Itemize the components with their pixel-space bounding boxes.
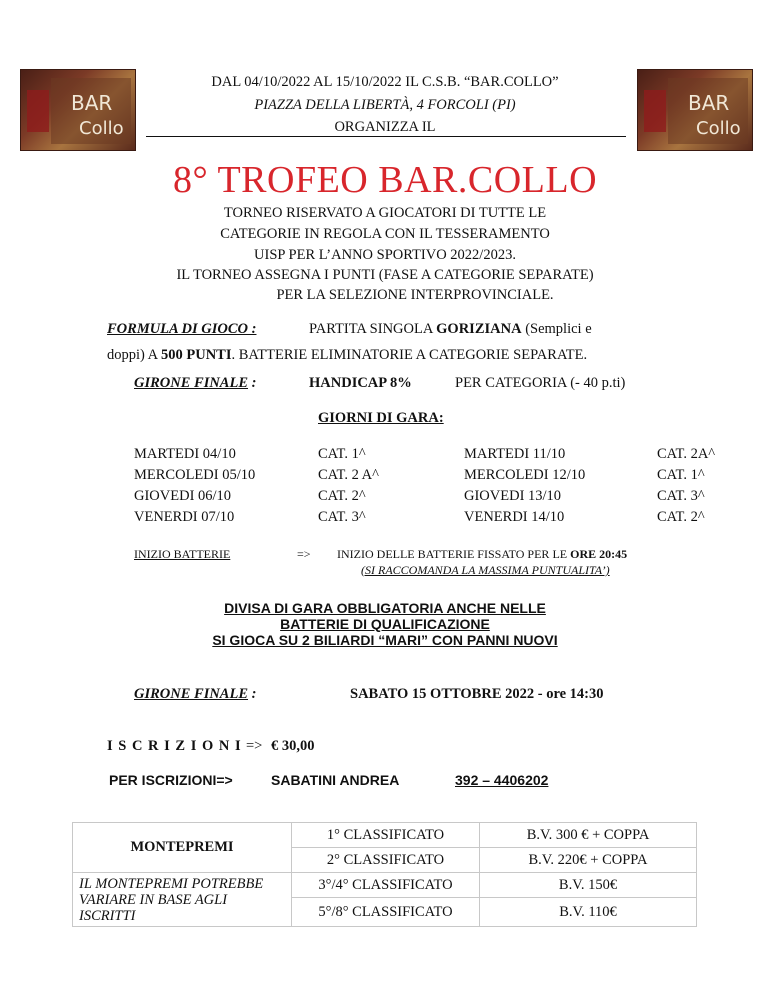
inizio-text	[337, 547, 627, 562]
girone1-label	[134, 375, 256, 392]
inizio-text-main: INIZIO DELLE BATTERIE FISSATO PER LE	[337, 547, 571, 561]
contact-label: PER ISCRIZIONI=>	[109, 772, 233, 788]
divisa-line-1: DIVISA DI GARA OBBLIGATORIA ANCHE NELLE	[224, 600, 546, 616]
prize-place: 5°/8° CLASSIFICATO	[292, 898, 480, 927]
schedule-cat: CAT. 2^	[657, 509, 705, 525]
schedule-cat: CAT. 1^	[657, 467, 705, 483]
giorni-title: GIORNI DI GARA:	[318, 410, 444, 426]
prize-place: 2° CLASSIFICATO	[292, 848, 480, 873]
formula-text	[309, 321, 592, 338]
girone1-per-cat: PER CATEGORIA (- 40 p.ti)	[455, 375, 626, 391]
schedule-cat: CAT. 2 A^	[318, 467, 379, 483]
girone1-handicap: HANDICAP 8%	[309, 375, 412, 391]
girone2-colon: :	[248, 686, 257, 702]
intro-line-3: UISP PER L’ANNO SPORTIVO 2022/2023.	[254, 247, 516, 263]
girone1-colon: :	[248, 375, 257, 391]
formula-label: FORMULA DI GIOCO :	[107, 321, 257, 337]
prize-place: 3°/4° CLASSIFICATO	[292, 873, 480, 898]
schedule-day: MARTEDI 11/10	[464, 446, 566, 462]
table-row	[73, 823, 697, 848]
schedule-cat: CAT. 3^	[318, 509, 366, 525]
logo-text-2: Collo	[79, 118, 124, 139]
formula-line2-a: doppi) A	[107, 347, 161, 363]
intro-line-1: TORNEO RISERVATO A GIOCATORI DI TUTTE LE	[223, 205, 547, 221]
schedule-day: VENERDI 14/10	[464, 509, 565, 525]
schedule-day: GIOVEDI 06/10	[134, 488, 232, 504]
contact-phone[interactable]: 392 – 4406202	[455, 772, 549, 788]
divisa-line-3: SI GIOCA SU 2 BILIARDI “MARI” CON PANNI NUOVI	[212, 632, 558, 648]
logo-right	[637, 69, 753, 151]
prize-value: B.V. 300 € + COPPA	[480, 823, 697, 848]
schedule-day: VENERDI 07/10	[134, 509, 235, 525]
formula-text-a: PARTITA SINGOLA	[309, 321, 437, 337]
logo-left	[20, 69, 136, 151]
formula-line-2	[107, 347, 587, 364]
prize-header: MONTEPREMI	[73, 823, 292, 873]
iscrizioni-price: € 30,00	[271, 738, 315, 754]
inizio-note: (SI RACCOMANDA LA MASSIMA PUNTUALITA’)	[361, 563, 610, 577]
girone2-date: SABATO 15 OTTOBRE 2022 - ore 14:30	[350, 686, 604, 702]
schedule-day: GIOVEDI 13/10	[464, 488, 562, 504]
formula-line2-c: . BATTERIE ELIMINATORIE A CATEGORIE SEPARATE.	[231, 347, 588, 363]
prize-value: B.V. 220€ + COPPA	[480, 848, 697, 873]
prize-note-line: ISCRITTI	[79, 908, 136, 924]
prize-value: B.V. 150€	[480, 873, 697, 898]
header-line-2: PIAZZA DELLA LIBERTÀ, 4 FORCOLI (PI)	[254, 97, 516, 113]
page-title: 8° TROFEO BAR.COLLO	[172, 159, 598, 201]
formula-text-c: (Semplici e	[521, 321, 592, 337]
inizio-time: ORE 20:45	[570, 547, 628, 561]
schedule-cat: CAT. 2A^	[657, 446, 716, 462]
prize-note-line: IL MONTEPREMI POTREBBE	[79, 876, 264, 892]
girone1-label-text: GIRONE FINALE	[134, 375, 249, 391]
header-line-1: DAL 04/10/2022 AL 15/10/2022 IL C.S.B. “BAR.COLLO”	[211, 74, 559, 90]
iscrizioni-label: I S C R I Z I O N I	[107, 738, 242, 754]
header-line-3: ORGANIZZA IL	[334, 119, 436, 135]
divisa-line-2: BATTERIE DI QUALIFICAZIONE	[280, 616, 490, 632]
intro-line-5: PER LA SELEZIONE INTERPROVINCIALE.	[276, 287, 554, 303]
formula-text-b: GORIZIANA	[436, 321, 522, 337]
prize-note-line: VARIARE IN BASE AGLI	[79, 892, 228, 908]
prize-table	[72, 822, 697, 927]
logo-text-1: BAR	[71, 91, 113, 115]
contact-name: SABATINI ANDREA	[271, 772, 400, 788]
iscrizioni-arrow: =>	[246, 738, 263, 754]
schedule-day: MARTEDI 04/10	[134, 446, 236, 462]
inizio-arrow: =>	[297, 547, 311, 561]
table-row	[73, 873, 697, 898]
logo-text-1: BAR	[688, 91, 730, 115]
header-rule	[146, 136, 626, 137]
logo-text-2: Collo	[696, 118, 741, 139]
prize-value: B.V. 110€	[480, 898, 697, 927]
intro-line-2: CATEGORIE IN REGOLA CON IL TESSERAMENTO	[220, 226, 550, 242]
girone2-label-text: GIRONE FINALE	[134, 686, 249, 702]
schedule-cat: CAT. 2^	[318, 488, 366, 504]
schedule-cat: CAT. 1^	[318, 446, 366, 462]
schedule-day: MERCOLEDI 12/10	[464, 467, 586, 483]
girone2-label	[134, 686, 256, 703]
schedule-cat: CAT. 3^	[657, 488, 705, 504]
prize-note	[73, 873, 292, 927]
prize-place: 1° CLASSIFICATO	[292, 823, 480, 848]
formula-line2-b: 500 PUNTI	[160, 347, 232, 363]
inizio-label: INIZIO BATTERIE	[134, 547, 231, 561]
schedule-day: MERCOLEDI 05/10	[134, 467, 256, 483]
intro-line-4: IL TORNEO ASSEGNA I PUNTI (FASE A CATEGORIE SEPARATE)	[176, 267, 594, 283]
